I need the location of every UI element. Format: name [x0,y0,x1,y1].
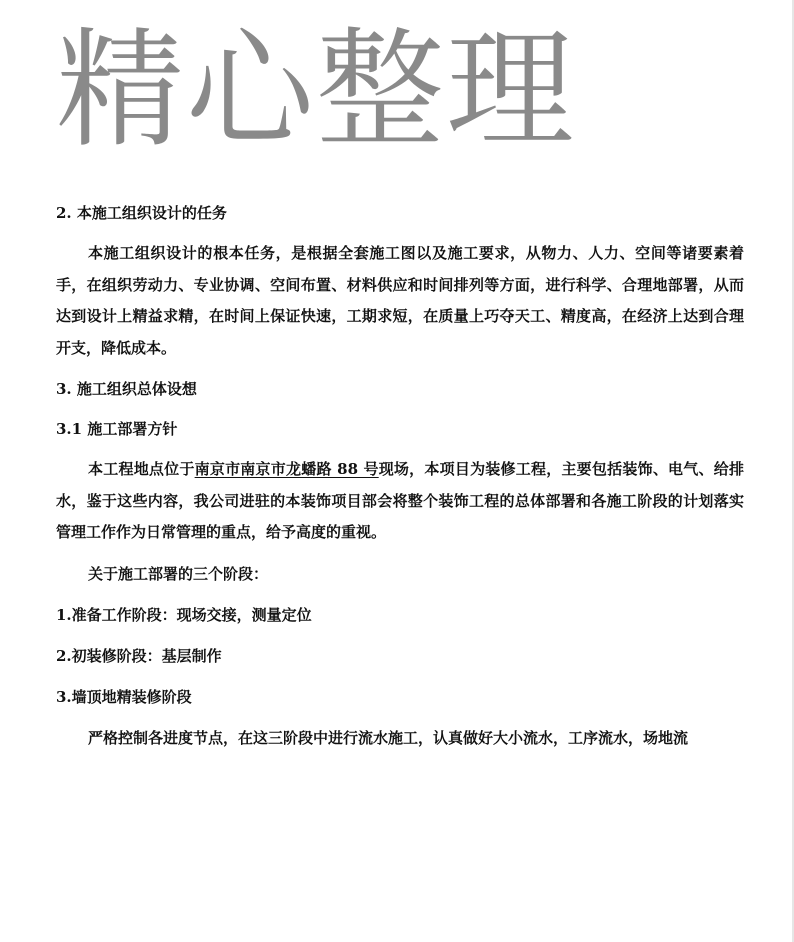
project-location: 南京市南京市龙蟠路 88 号 [194,460,379,478]
phase-item-1: 1.准备工作阶段：现场交接，测量定位 [56,606,312,624]
phases-intro: 关于施工部署的三个阶段： [88,564,269,583]
paragraph-text-before-location: 本工程地点位于 [88,460,195,478]
document-body [56,198,744,765]
watermark-title: 精心整理 [56,16,577,165]
phase-item-3: 3.墙顶地精装修阶段 [56,688,192,706]
section-3-1-paragraph [56,454,744,549]
section-3-1-heading: 3.1 施工部署方针 [56,420,178,438]
phase-item-2: 2.初装修阶段：基层制作 [56,647,222,665]
section-3-heading: 3. 施工组织总体设想 [56,380,197,398]
paragraph-text-after-location: 现场，本项目为装修工程，主要包括装饰、电气、给排水，鉴于这些内容，我公司进驻的本装饰项目部会将整个装饰工程的总体部署和各施工阶段的计划落实管理工作作为日常管理的重点，给予高度的重视。 [56,460,744,541]
section-2-heading: 2. 本施工组织设计的任务 [56,204,227,222]
section-2-paragraph: 本施工组织设计的根本任务，是根据全套施工图以及施工要求，从物力、人力、空间等诸要素着手，在组织劳动力、专业协调、空间布置、材料供应和时间排列等方面，进行科学、合理地部署，从而达到设计上精益求精，在时间上保证快速，工期求短，在质量上巧夺天工、精度高，在经济上达到合理开支，降低成本。 [56,244,744,357]
final-paragraph: 严格控制各进度节点，在这三阶段中进行流水施工，认真做好大小流水，工序流水，场地流 [88,729,689,747]
